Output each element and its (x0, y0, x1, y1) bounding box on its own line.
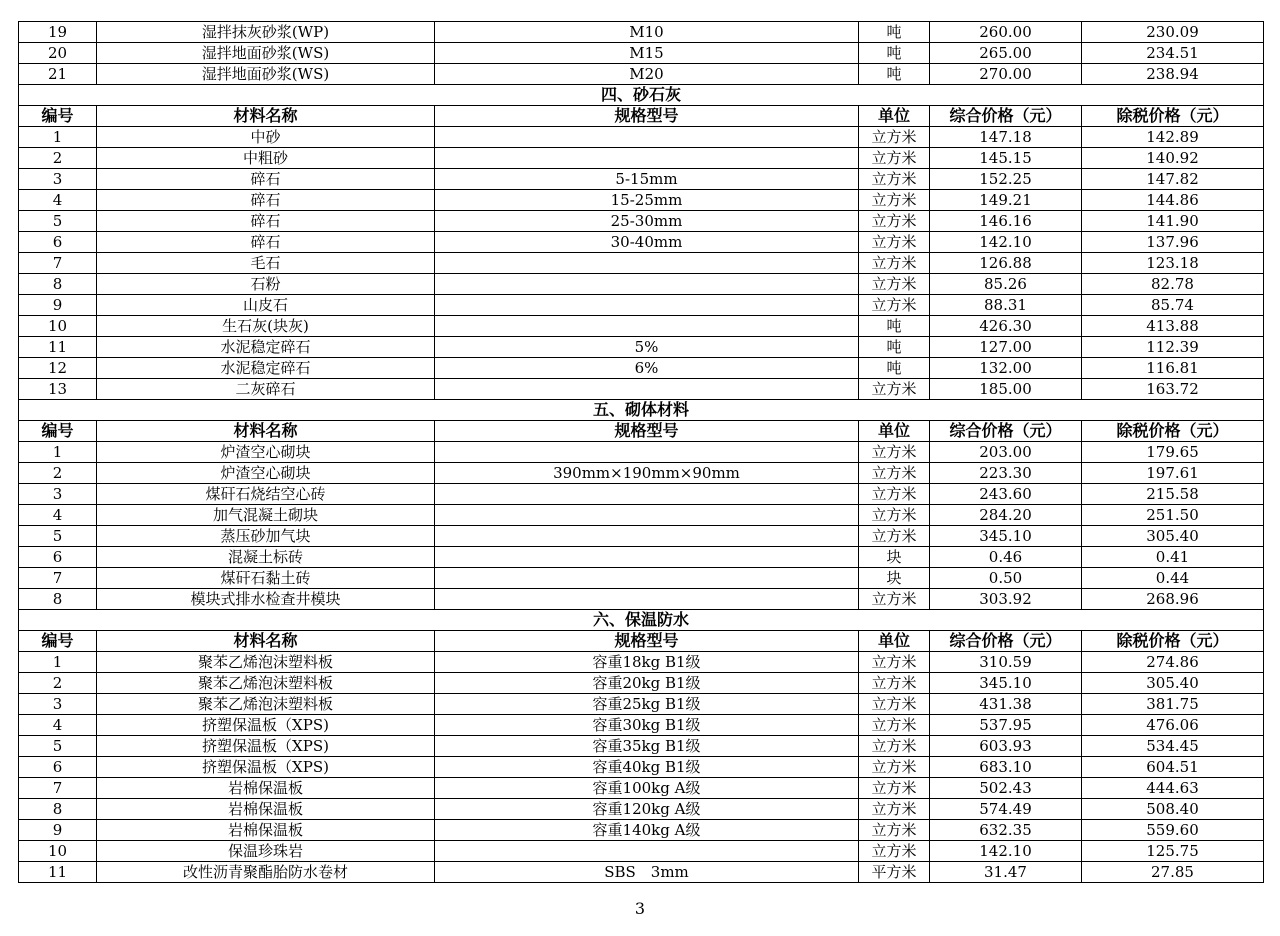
table-row (19, 232, 1264, 253)
cell-pre-tax-price: 234.51 (1082, 43, 1264, 64)
cell-pre-tax-price: 381.75 (1082, 694, 1264, 715)
header-item-number: 编号 (19, 106, 97, 127)
cell-item-number: 21 (19, 64, 97, 85)
cell-pre-tax-price: 305.40 (1082, 526, 1264, 547)
cell-specification (435, 484, 859, 505)
cell-unit: 立方米 (859, 526, 930, 547)
header-specification: 规格型号 (435, 421, 859, 442)
cell-unit: 立方米 (859, 148, 930, 169)
cell-total-price: 270.00 (930, 64, 1082, 85)
cell-unit: 立方米 (859, 820, 930, 841)
cell-pre-tax-price: 116.81 (1082, 358, 1264, 379)
table-header-row (19, 106, 1264, 127)
cell-specification: 容重120kg A级 (435, 799, 859, 820)
cell-specification (435, 148, 859, 169)
cell-item-number: 8 (19, 589, 97, 610)
table-row (19, 547, 1264, 568)
cell-item-number: 5 (19, 526, 97, 547)
cell-specification (435, 442, 859, 463)
cell-item-number: 3 (19, 169, 97, 190)
cell-unit: 吨 (859, 43, 930, 64)
cell-unit: 立方米 (859, 463, 930, 484)
table-row (19, 484, 1264, 505)
table-row (19, 253, 1264, 274)
header-specification: 规格型号 (435, 106, 859, 127)
cell-item-number: 7 (19, 568, 97, 589)
cell-item-number: 4 (19, 505, 97, 526)
table-row (19, 442, 1264, 463)
cell-total-price: 431.38 (930, 694, 1082, 715)
cell-pre-tax-price: 604.51 (1082, 757, 1264, 778)
cell-material-name: 改性沥青聚酯胎防水卷材 (97, 862, 435, 883)
cell-unit: 立方米 (859, 169, 930, 190)
cell-material-name: 湿拌地面砂浆(WS) (97, 43, 435, 64)
cell-material-name: 湿拌地面砂浆(WS) (97, 64, 435, 85)
cell-item-number: 2 (19, 673, 97, 694)
cell-total-price: 502.43 (930, 778, 1082, 799)
cell-item-number: 7 (19, 253, 97, 274)
cell-unit: 立方米 (859, 841, 930, 862)
table-row (19, 358, 1264, 379)
cell-unit: 立方米 (859, 673, 930, 694)
cell-total-price: 88.31 (930, 295, 1082, 316)
cell-pre-tax-price: 27.85 (1082, 862, 1264, 883)
cell-unit: 块 (859, 568, 930, 589)
cell-item-number: 6 (19, 232, 97, 253)
cell-specification: 30-40mm (435, 232, 859, 253)
cell-material-name: 碎石 (97, 190, 435, 211)
cell-pre-tax-price: 142.89 (1082, 127, 1264, 148)
table-row (19, 862, 1264, 883)
cell-specification: 5-15mm (435, 169, 859, 190)
cell-item-number: 4 (19, 715, 97, 736)
cell-pre-tax-price: 85.74 (1082, 295, 1264, 316)
table-row (19, 211, 1264, 232)
cell-unit: 吨 (859, 22, 930, 43)
cell-pre-tax-price: 144.86 (1082, 190, 1264, 211)
material-price-table (18, 21, 1264, 883)
table-row (19, 148, 1264, 169)
cell-item-number: 19 (19, 22, 97, 43)
cell-total-price: 265.00 (930, 43, 1082, 64)
cell-total-price: 426.30 (930, 316, 1082, 337)
cell-unit: 立方米 (859, 232, 930, 253)
cell-total-price: 260.00 (930, 22, 1082, 43)
cell-unit: 吨 (859, 337, 930, 358)
cell-specification: M15 (435, 43, 859, 64)
cell-material-name: 水泥稳定碎石 (97, 358, 435, 379)
table-row (19, 505, 1264, 526)
cell-pre-tax-price: 444.63 (1082, 778, 1264, 799)
header-material-name: 材料名称 (97, 106, 435, 127)
cell-total-price: 152.25 (930, 169, 1082, 190)
table-row (19, 295, 1264, 316)
cell-total-price: 127.00 (930, 337, 1082, 358)
header-pre-tax-price: 除税价格（元） (1082, 421, 1264, 442)
table-row (19, 169, 1264, 190)
cell-specification: M20 (435, 64, 859, 85)
header-total-price: 综合价格（元） (930, 631, 1082, 652)
cell-pre-tax-price: 268.96 (1082, 589, 1264, 610)
cell-item-number: 1 (19, 442, 97, 463)
cell-item-number: 9 (19, 295, 97, 316)
cell-total-price: 147.18 (930, 127, 1082, 148)
cell-unit: 立方米 (859, 694, 930, 715)
table-row (19, 127, 1264, 148)
table-row (19, 379, 1264, 400)
cell-pre-tax-price: 215.58 (1082, 484, 1264, 505)
cell-material-name: 毛石 (97, 253, 435, 274)
cell-pre-tax-price: 125.75 (1082, 841, 1264, 862)
cell-pre-tax-price: 534.45 (1082, 736, 1264, 757)
cell-item-number: 10 (19, 841, 97, 862)
cell-unit: 吨 (859, 64, 930, 85)
header-unit: 单位 (859, 631, 930, 652)
cell-item-number: 5 (19, 211, 97, 232)
cell-material-name: 蒸压砂加气块 (97, 526, 435, 547)
cell-item-number: 6 (19, 547, 97, 568)
cell-item-number: 6 (19, 757, 97, 778)
table-row (19, 841, 1264, 862)
cell-item-number: 5 (19, 736, 97, 757)
cell-material-name: 挤塑保温板（XPS) (97, 757, 435, 778)
cell-total-price: 683.10 (930, 757, 1082, 778)
cell-material-name: 聚苯乙烯泡沫塑料板 (97, 673, 435, 694)
header-item-number: 编号 (19, 631, 97, 652)
cell-unit: 立方米 (859, 589, 930, 610)
cell-total-price: 0.46 (930, 547, 1082, 568)
table-row (19, 820, 1264, 841)
cell-specification: SBS 3mm (435, 862, 859, 883)
cell-item-number: 8 (19, 799, 97, 820)
cell-unit: 立方米 (859, 505, 930, 526)
cell-pre-tax-price: 140.92 (1082, 148, 1264, 169)
cell-unit: 立方米 (859, 379, 930, 400)
cell-specification: 容重100kg A级 (435, 778, 859, 799)
cell-total-price: 574.49 (930, 799, 1082, 820)
table-row (19, 694, 1264, 715)
cell-pre-tax-price: 197.61 (1082, 463, 1264, 484)
cell-total-price: 345.10 (930, 526, 1082, 547)
cell-material-name: 炉渣空心砌块 (97, 463, 435, 484)
cell-unit: 立方米 (859, 757, 930, 778)
table-row (19, 64, 1264, 85)
cell-item-number: 1 (19, 127, 97, 148)
table-row (19, 589, 1264, 610)
cell-item-number: 9 (19, 820, 97, 841)
cell-material-name: 碎石 (97, 211, 435, 232)
cell-material-name: 挤塑保温板（XPS) (97, 715, 435, 736)
cell-total-price: 310.59 (930, 652, 1082, 673)
cell-specification (435, 127, 859, 148)
cell-unit: 立方米 (859, 295, 930, 316)
table-row (19, 463, 1264, 484)
cell-pre-tax-price: 137.96 (1082, 232, 1264, 253)
cell-total-price: 145.15 (930, 148, 1082, 169)
cell-pre-tax-price: 413.88 (1082, 316, 1264, 337)
cell-item-number: 4 (19, 190, 97, 211)
cell-pre-tax-price: 274.86 (1082, 652, 1264, 673)
cell-pre-tax-price: 476.06 (1082, 715, 1264, 736)
header-pre-tax-price: 除税价格（元） (1082, 631, 1264, 652)
cell-item-number: 8 (19, 274, 97, 295)
cell-unit: 立方米 (859, 211, 930, 232)
header-specification: 规格型号 (435, 631, 859, 652)
cell-pre-tax-price: 179.65 (1082, 442, 1264, 463)
cell-material-name: 二灰碎石 (97, 379, 435, 400)
cell-pre-tax-price: 82.78 (1082, 274, 1264, 295)
cell-pre-tax-price: 508.40 (1082, 799, 1264, 820)
cell-unit: 平方米 (859, 862, 930, 883)
cell-material-name: 模块式排水检查井模块 (97, 589, 435, 610)
cell-specification (435, 526, 859, 547)
cell-specification (435, 379, 859, 400)
table-row (19, 316, 1264, 337)
cell-total-price: 142.10 (930, 232, 1082, 253)
table-row (19, 715, 1264, 736)
cell-pre-tax-price: 0.44 (1082, 568, 1264, 589)
section-title: 六、保温防水 (19, 610, 1264, 631)
cell-pre-tax-price: 251.50 (1082, 505, 1264, 526)
table-row (19, 43, 1264, 64)
cell-material-name: 水泥稳定碎石 (97, 337, 435, 358)
cell-specification: 容重30kg B1级 (435, 715, 859, 736)
table-row (19, 652, 1264, 673)
cell-material-name: 湿拌抹灰砂浆(WP) (97, 22, 435, 43)
table-row (19, 799, 1264, 820)
header-material-name: 材料名称 (97, 631, 435, 652)
cell-total-price: 303.92 (930, 589, 1082, 610)
table-header-row (19, 421, 1264, 442)
cell-specification: 容重40kg B1级 (435, 757, 859, 778)
table-row (19, 568, 1264, 589)
table-header-row (19, 631, 1264, 652)
cell-material-name: 聚苯乙烯泡沫塑料板 (97, 652, 435, 673)
cell-material-name: 中砂 (97, 127, 435, 148)
table-row (19, 190, 1264, 211)
cell-pre-tax-price: 112.39 (1082, 337, 1264, 358)
cell-item-number: 7 (19, 778, 97, 799)
cell-specification: 15-25mm (435, 190, 859, 211)
cell-material-name: 岩棉保温板 (97, 820, 435, 841)
cell-item-number: 3 (19, 694, 97, 715)
cell-specification: 6% (435, 358, 859, 379)
cell-pre-tax-price: 559.60 (1082, 820, 1264, 841)
cell-total-price: 603.93 (930, 736, 1082, 757)
cell-specification (435, 589, 859, 610)
cell-pre-tax-price: 123.18 (1082, 253, 1264, 274)
header-pre-tax-price: 除税价格（元） (1082, 106, 1264, 127)
cell-specification (435, 253, 859, 274)
page-number: 3 (634, 899, 646, 918)
cell-unit: 立方米 (859, 253, 930, 274)
section-title: 四、砂石灰 (19, 85, 1264, 106)
cell-specification: 容重20kg B1级 (435, 673, 859, 694)
cell-specification: 25-30mm (435, 211, 859, 232)
cell-material-name: 生石灰(块灰) (97, 316, 435, 337)
cell-pre-tax-price: 305.40 (1082, 673, 1264, 694)
cell-total-price: 537.95 (930, 715, 1082, 736)
cell-unit: 吨 (859, 358, 930, 379)
cell-material-name: 石粉 (97, 274, 435, 295)
table-row (19, 22, 1264, 43)
table-row (19, 778, 1264, 799)
cell-unit: 立方米 (859, 484, 930, 505)
cell-total-price: 132.00 (930, 358, 1082, 379)
cell-specification (435, 316, 859, 337)
cell-item-number: 20 (19, 43, 97, 64)
cell-material-name: 中粗砂 (97, 148, 435, 169)
cell-pre-tax-price: 163.72 (1082, 379, 1264, 400)
cell-material-name: 碎石 (97, 232, 435, 253)
cell-unit: 立方米 (859, 736, 930, 757)
cell-specification (435, 505, 859, 526)
table-row (19, 757, 1264, 778)
cell-total-price: 185.00 (930, 379, 1082, 400)
header-item-number: 编号 (19, 421, 97, 442)
cell-total-price: 223.30 (930, 463, 1082, 484)
cell-unit: 立方米 (859, 274, 930, 295)
cell-unit: 立方米 (859, 127, 930, 148)
cell-specification (435, 295, 859, 316)
cell-pre-tax-price: 141.90 (1082, 211, 1264, 232)
cell-specification: 容重25kg B1级 (435, 694, 859, 715)
cell-unit: 立方米 (859, 715, 930, 736)
cell-material-name: 煤矸石烧结空心砖 (97, 484, 435, 505)
table-row (19, 526, 1264, 547)
cell-specification: M10 (435, 22, 859, 43)
cell-item-number: 3 (19, 484, 97, 505)
cell-material-name: 煤矸石黏土砖 (97, 568, 435, 589)
cell-total-price: 345.10 (930, 673, 1082, 694)
cell-material-name: 聚苯乙烯泡沫塑料板 (97, 694, 435, 715)
cell-item-number: 2 (19, 148, 97, 169)
header-unit: 单位 (859, 421, 930, 442)
cell-specification: 5% (435, 337, 859, 358)
cell-total-price: 243.60 (930, 484, 1082, 505)
cell-specification (435, 841, 859, 862)
section-title: 五、砌体材料 (19, 400, 1264, 421)
cell-material-name: 炉渣空心砌块 (97, 442, 435, 463)
cell-item-number: 13 (19, 379, 97, 400)
cell-unit: 立方米 (859, 799, 930, 820)
cell-total-price: 31.47 (930, 862, 1082, 883)
cell-material-name: 碎石 (97, 169, 435, 190)
cell-unit: 块 (859, 547, 930, 568)
cell-specification: 390mm×190mm×90mm (435, 463, 859, 484)
cell-item-number: 10 (19, 316, 97, 337)
cell-specification: 容重140kg A级 (435, 820, 859, 841)
cell-item-number: 11 (19, 337, 97, 358)
header-unit: 单位 (859, 106, 930, 127)
header-total-price: 综合价格（元） (930, 421, 1082, 442)
cell-unit: 立方米 (859, 190, 930, 211)
cell-total-price: 284.20 (930, 505, 1082, 526)
cell-specification (435, 274, 859, 295)
cell-item-number: 1 (19, 652, 97, 673)
cell-total-price: 203.00 (930, 442, 1082, 463)
cell-unit: 立方米 (859, 652, 930, 673)
table-row (19, 736, 1264, 757)
section-title-row (19, 400, 1264, 421)
cell-item-number: 2 (19, 463, 97, 484)
cell-material-name: 加气混凝土砌块 (97, 505, 435, 526)
cell-total-price: 142.10 (930, 841, 1082, 862)
section-title-row (19, 610, 1264, 631)
cell-pre-tax-price: 147.82 (1082, 169, 1264, 190)
header-material-name: 材料名称 (97, 421, 435, 442)
cell-specification: 容重18kg B1级 (435, 652, 859, 673)
cell-unit: 吨 (859, 316, 930, 337)
cell-total-price: 0.50 (930, 568, 1082, 589)
cell-material-name: 岩棉保温板 (97, 799, 435, 820)
table-row (19, 274, 1264, 295)
cell-total-price: 149.21 (930, 190, 1082, 211)
cell-material-name: 岩棉保温板 (97, 778, 435, 799)
cell-item-number: 12 (19, 358, 97, 379)
cell-material-name: 保温珍珠岩 (97, 841, 435, 862)
cell-total-price: 85.26 (930, 274, 1082, 295)
cell-specification: 容重35kg B1级 (435, 736, 859, 757)
cell-unit: 立方米 (859, 778, 930, 799)
cell-pre-tax-price: 238.94 (1082, 64, 1264, 85)
cell-material-name: 挤塑保温板（XPS) (97, 736, 435, 757)
header-total-price: 综合价格（元） (930, 106, 1082, 127)
cell-item-number: 11 (19, 862, 97, 883)
cell-unit: 立方米 (859, 442, 930, 463)
cell-specification (435, 547, 859, 568)
cell-pre-tax-price: 0.41 (1082, 547, 1264, 568)
cell-pre-tax-price: 230.09 (1082, 22, 1264, 43)
cell-total-price: 126.88 (930, 253, 1082, 274)
cell-material-name: 山皮石 (97, 295, 435, 316)
cell-specification (435, 568, 859, 589)
section-title-row (19, 85, 1264, 106)
cell-total-price: 632.35 (930, 820, 1082, 841)
cell-total-price: 146.16 (930, 211, 1082, 232)
table-row (19, 337, 1264, 358)
table-row (19, 673, 1264, 694)
cell-material-name: 混凝土标砖 (97, 547, 435, 568)
